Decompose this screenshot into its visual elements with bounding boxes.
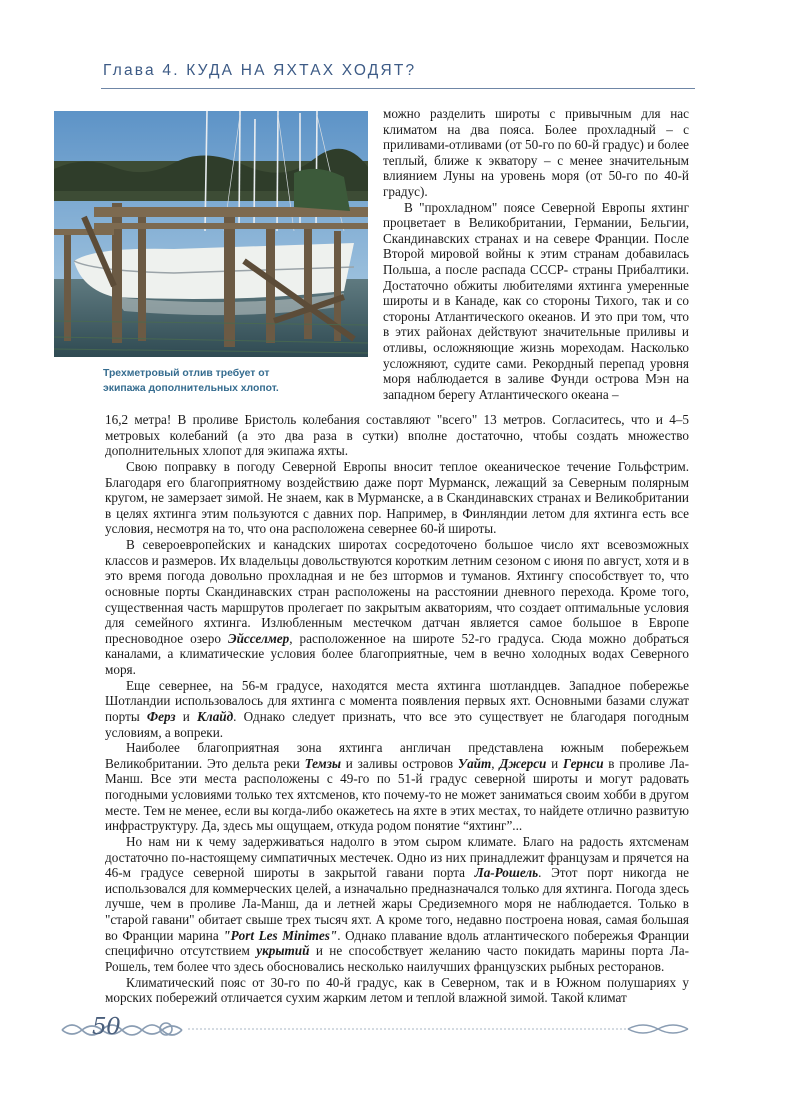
header-rule	[101, 88, 695, 89]
paragraph-text: . Однако плавание вдоль атлантического побережья Франции специфично отсутствием	[105, 927, 690, 959]
paragraph-text: Но нам ни к чему задерживаться надолго в этом сыром климате. Благо на радость яхтсменам достаточно по-настоящему симпатичных местечек. Одно из них принадлежит французам и прячется на 46-м градусе северной широты в закрытой гавани порта	[105, 833, 689, 881]
page-footer	[60, 1012, 694, 1048]
paragraph-text: ,	[491, 755, 500, 771]
paragraph-text: 16,2 метра! В проливе Бристоль колебания составляют "всего" 13 метров. Согласитесь, что и 4–5 метровых колебаний (а это два раза в сутки) вполне достаточно, чтобы создать множество дополнительных хлопот для экипажа яхты.	[105, 412, 689, 459]
rope-ornament-icon	[60, 1018, 184, 1040]
emphasized-term: Клайд	[196, 708, 234, 724]
emphasized-term: Уайт	[457, 755, 492, 771]
body-paragraph	[105, 740, 689, 834]
paragraph-text: и	[175, 708, 197, 724]
paragraph-text: Свою поправку в погоду Северной Европы вносит теплое океаническое течение Гольфстрим. Благодаря его благоприятному воздействию даже порт Мурманск, лежащий за Северным полярным кругом, не замерзает зимой. Не знаем, как в Мурманске, а в Скандинавских странах и Великобритании в целях яхтинга этим пользуются с давних пор. Например, в Финляндии летом для яхтинга есть все условия, несмотря на то, что она расположена севернее 60-й широты.	[105, 458, 689, 537]
paragraph-text: . Этот порт никогда не использовался для коммерческих целей, а изначально предназначался только для яхтинга. Погода здесь лучше, чем в проливе Ла-Манш, да и летней жары Средиземного моря не наблюдается. Только в "старой гавани" обитает свыше трех тысяч яхт. А кроме того, недавно построена новая, самая большая во Франции марина	[105, 865, 690, 943]
paragraph-text: и не способствует желанию часто покидать марины порта Ла-Рошель, тем более что здесь обосновались несколько наилучших французских рыбных ресторанов.	[105, 943, 689, 974]
marina-photo	[54, 111, 368, 357]
page-number: 50	[92, 1014, 121, 1040]
paragraph-text: . Однако следует признать, что все это существует не благодаря погодным условиям, а вопреки.	[105, 708, 689, 740]
body-paragraph	[105, 537, 689, 678]
side-column-text	[383, 106, 689, 402]
paragraph-text: В североевропейских и канадских широтах сосредоточено большое число яхт всевозможных классов и размеров. Их владельцы довольствуются коротким летним сезоном с июня по август, хотя и в это время погода довольно прохладная и не без штормов и туманов. Яхтингу способствует то, что основные порты Скандинавских стран расположены на расстоянии дневного перехода. Кроме того, существенная часть маршрутов пролегает по закрытым акваториям, что создает оптимальные условия для семейного яхтинга. Излюбленным местечком датчан является самое большое в Европе пресноводное озеро	[105, 537, 689, 646]
emphasized-term: Гернси	[563, 755, 604, 771]
emphasized-term: Ферз	[146, 708, 176, 724]
emphasized-term: укрытий	[256, 943, 310, 959]
paragraph-text: и заливы островов	[341, 755, 458, 771]
side-paragraph: можно разделить широты с привычным для нас климатом на два пояса. Более прохладный – с приливами-отливами (от 50-го по 60-й градус) и более теплый, ближе к экватору – с менее значительным влиянием Луны на уровень моря (от 50-го по 40-й градус).	[383, 106, 689, 199]
emphasized-term: Ла-Рошель	[474, 865, 539, 881]
figure-caption: Трехметровый отлив требует от экипажа дополнительных хлопот.	[103, 368, 279, 394]
emphasized-term: Эйсселмер	[227, 630, 290, 646]
emphasized-term: Темзы	[304, 755, 341, 771]
body-paragraph	[105, 678, 689, 741]
emphasized-term: "Port Les Minimes"	[223, 927, 338, 943]
rope-line-icon	[188, 1021, 694, 1037]
paragraph-text: , расположенное на широте 52-го градуса. Сюда можно добраться каналами, а климатические условия более благоприятные, чем в вечно холодных водах Северного моря.	[105, 630, 689, 677]
paragraph-text: в проливе Ла-Манш. Все эти места расположены с 49-го по 51-й градус северной широты и могут радовать погодными условиями только тех яхтсменов, кто почему-то не может заниматься своим хобби в другом месте. Тем не менее, если вы когда-либо окажетесь на яхте в этих местах, то найдете отлично развитую инфраструктуру. Да, здесь мы ощущаем, откуда родом понятие “яхтинг”...	[105, 755, 689, 834]
paragraph-text: Еще севернее, на 56-м градусе, находятся места яхтинга шотландцев. Западное побережье Шотландии использовалось для яхтинга с момента появления первых яхт. Основными базами служат порты	[105, 677, 689, 724]
side-paragraph: В "прохладном" поясе Северной Европы яхтинг процветает в Великобритании, Германии, Бельгии, Скандинавских странах и на севере Франции. После Второй мировой войны к этим странам добавилась Польша, а после распада СССР- страны Прибалтики. Достаточно обжиты любителями яхтинга умеренные широты и в Канаде, как со стороны Тихого, так и со стороны Атлантического океанов. И это при том, что в этих районах действуют значительные приливы и отливы, осложняющие жизнь мореходам. Насколько усложняют, судите сами. Рекордный перепад уровня моря наблюдается в заливе Фунди острова Мэн на западном берегу Атлантического океана –	[383, 199, 689, 402]
body-paragraph	[105, 459, 689, 537]
chapter-header: Глава 4. КУДА НА ЯХТАХ ХОДЯТ?	[103, 62, 417, 79]
paragraph-text: и	[546, 755, 563, 771]
main-body-text	[105, 412, 689, 1006]
body-paragraph	[105, 412, 689, 459]
paragraph-text: Климатический пояс от 30-го по 40-й градус, как в Северном, так и в Южном полушариях у морских побережий отличается сухим жарким летом и теплой влажной зимой. Такой климат	[105, 974, 689, 1006]
body-paragraph	[105, 975, 689, 1006]
emphasized-term: Джерси	[499, 755, 547, 771]
paragraph-text: Наиболее благоприятная зона яхтинга англичан представлена южным побережьем Великобритании. Это дельта реки	[105, 740, 689, 771]
body-paragraph	[105, 834, 689, 975]
